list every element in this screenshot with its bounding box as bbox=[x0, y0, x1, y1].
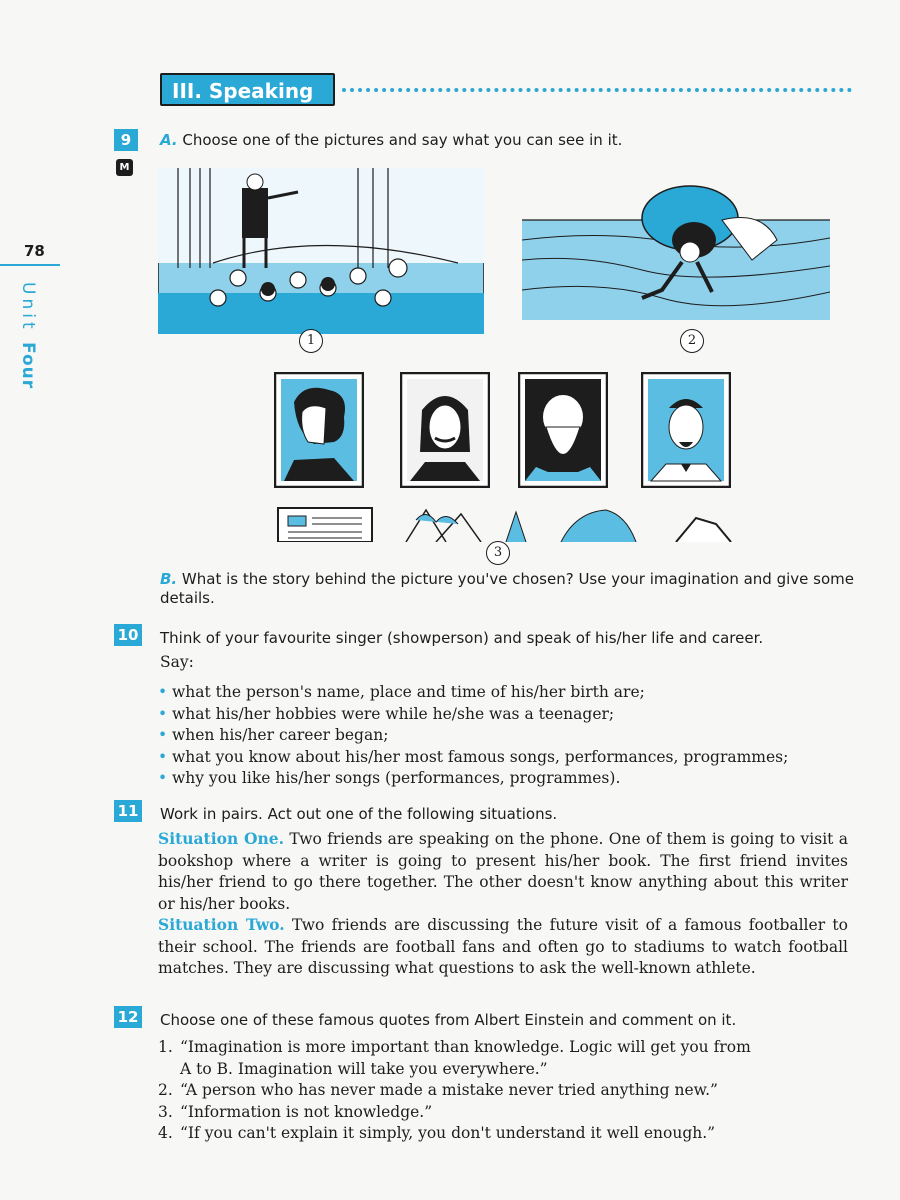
quote-text: “A person who has never made a mistake never tried anything new.” bbox=[180, 1081, 718, 1099]
exercise-10-bullet-list bbox=[158, 682, 858, 790]
exercise-11-situation-two bbox=[158, 914, 848, 980]
exercise-11-instruction: Work in pairs. Act out one of the following situations. bbox=[160, 805, 558, 823]
situation-one-label: Situation One. bbox=[158, 829, 285, 848]
situation-two-label: Situation Two. bbox=[158, 915, 285, 934]
picture-1-label: 1 bbox=[299, 329, 323, 353]
quote-item bbox=[158, 1037, 858, 1080]
quote-item bbox=[158, 1123, 858, 1145]
exercise-12-number: 12 bbox=[114, 1006, 142, 1028]
picture-3-portrait-3 bbox=[518, 372, 608, 488]
exercise-9b-letter: B. bbox=[160, 570, 178, 588]
quote-text: “Imagination is more important than knowledge. Logic will get you from bbox=[180, 1038, 751, 1056]
exercise-9a-instruction bbox=[160, 131, 860, 150]
exercise-12-quote-list bbox=[158, 1037, 858, 1145]
mediateka-icon: M bbox=[116, 159, 133, 176]
exercise-9-number: 9 bbox=[114, 129, 138, 151]
picture-3-portrait-2 bbox=[400, 372, 490, 488]
exercise-11-situation-one bbox=[158, 828, 848, 915]
list-item: • what his/her hobbies were while he/she was a teenager; bbox=[158, 704, 858, 726]
exercise-10-instruction: Think of your favourite singer (showperson) and speak of his/her life and career. bbox=[160, 629, 764, 647]
quote-item bbox=[158, 1102, 858, 1124]
list-item: • why you like his/her songs (performances, programmes). bbox=[158, 768, 858, 790]
picture-3-portrait-4 bbox=[641, 372, 731, 488]
exercise-9a-letter: A. bbox=[160, 131, 178, 149]
picture-1-concert bbox=[158, 168, 484, 334]
exercise-12-instruction: Choose one of these famous quotes from Albert Einstein and comment on it. bbox=[160, 1011, 737, 1029]
picture-2-label: 2 bbox=[680, 329, 704, 353]
section-title: III. Speaking bbox=[160, 73, 335, 106]
page-number: 78 bbox=[24, 242, 45, 260]
exercise-10-say: Say: bbox=[160, 653, 194, 671]
list-item: • what you know about his/her most famous songs, performances, programmes; bbox=[158, 747, 858, 769]
exercise-10-number: 10 bbox=[114, 624, 142, 646]
quote-number: 2. bbox=[158, 1081, 173, 1099]
picture-3-label: 3 bbox=[486, 541, 510, 565]
unit-word: Unit bbox=[18, 282, 38, 333]
unit-name: Four bbox=[18, 342, 38, 390]
exercise-11-number: 11 bbox=[114, 800, 142, 822]
quote-text: “If you can't explain it simply, you don't understand it well enough.” bbox=[180, 1124, 716, 1142]
quote-number: 1. bbox=[158, 1038, 173, 1056]
quote-item bbox=[158, 1080, 858, 1102]
unit-label bbox=[18, 282, 38, 389]
exercise-9b-text: What is the story behind the picture you've chosen? Use your imagination and give some details. bbox=[160, 570, 854, 607]
situation-one-text: Two friends are speaking on the phone. One of them is going to visit a bookshop where a writer is going to present his/her book. The first friend invites his/her friend to go there together. The other doesn't know anything about this writer or his/her books. bbox=[158, 830, 848, 913]
list-item: • what the person's name, place and time of his/her birth are; bbox=[158, 682, 858, 704]
quote-text-continued: A to B. Imagination will take you everywhere.” bbox=[180, 1059, 548, 1078]
page-number-rule bbox=[0, 264, 60, 266]
list-item: • when his/her career began; bbox=[158, 725, 858, 747]
section-dotted-rule bbox=[342, 88, 852, 92]
picture-2-space-capsule bbox=[522, 180, 830, 320]
situation-two-text: Two friends are discussing the future visit of a famous footballer to their school. The friends are football fans and often go to stadiums to watch football matches. They are discussing what questions to ask the well-known athlete. bbox=[158, 916, 848, 977]
quote-text: “Information is not knowledge.” bbox=[180, 1102, 433, 1121]
exercise-9a-text: Choose one of the pictures and say what you can see in it. bbox=[182, 131, 623, 149]
quote-number: 3. bbox=[158, 1102, 173, 1121]
quote-number: 4. bbox=[158, 1124, 173, 1142]
exercise-9b-instruction bbox=[160, 570, 860, 608]
picture-3-bottom-scene bbox=[276, 500, 738, 542]
picture-3-portrait-1 bbox=[274, 372, 364, 488]
